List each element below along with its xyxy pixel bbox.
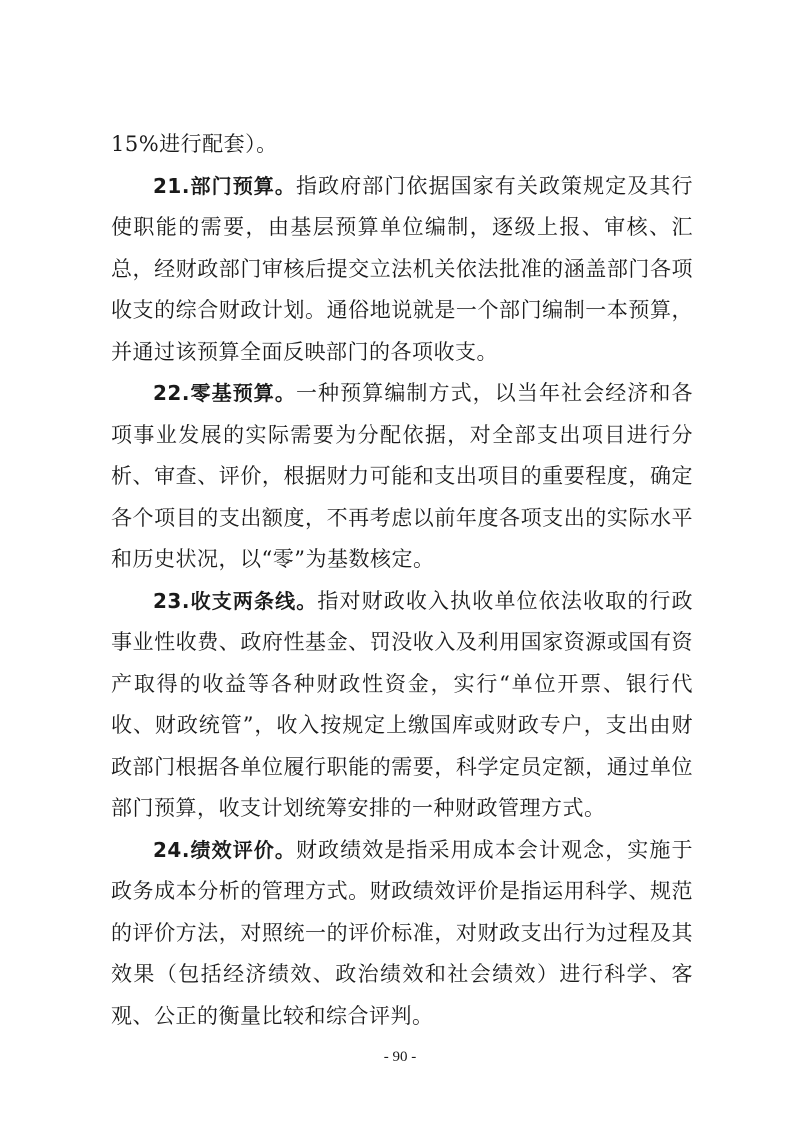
- page-number: - 90 -: [383, 1049, 417, 1065]
- glossary-entry-21: [111, 166, 693, 374]
- glossary-term: 22.零基预算。: [153, 381, 296, 405]
- glossary-term: 24.绩效评价。: [153, 837, 296, 862]
- glossary-term: 23.收支两条线。: [153, 588, 318, 613]
- glossary-entry-24: [111, 830, 693, 1038]
- glossary-definition: 指对财政收入执收单位依法收取的行政事业性收费、政府性基金、罚没收入及利用国家资源或国有资产取得的收益等各种财政性资金，实行“单位开票、银行代收、财政统管”，收入按规定上缴国库或财政专户，支出由财政部门根据各单位履行职能的需要，科学定员定额，通过单位部门预算，收支计划统筹安排的一种财政管理方式。: [111, 588, 694, 820]
- glossary-definition: 一种预算编制方式，以当年社会经济和各项事业发展的实际需要为分配依据，对全部支出项目进行分析、审查、评价，根据财力可能和支出项目的重要程度，确定各个项目的支出额度，不再考虑以前年度各项支出的实际水平和历史状况，以“零”为基数核定。: [111, 381, 693, 571]
- glossary-definition: 财政绩效是指采用成本会计观念，实施于政务成本分析的管理方式。财政绩效评价是指运用科学、规范的评价方法，对照统一的评价标准，对财政支出行为过程及其效果（包括经济绩效、政治绩效和社会绩效）进行科学、客观、公正的衡量比较和综合评判。: [111, 837, 693, 1028]
- continuation-paragraph: 15%进行配套）。: [111, 132, 278, 156]
- document-body: [111, 124, 693, 1037]
- glossary-entry-22: [111, 373, 693, 581]
- glossary-entry-23: [111, 581, 693, 830]
- glossary-definition: 指政府部门依据国家有关政策规定及其行使职能的需要，由基层预算单位编制，逐级上报、审核、汇总，经财政部门审核后提交立法机关依法批准的涵盖部门各项收支的综合财政计划。通俗地说就是一个部门编制一本预算，并通过该预算全面反映部门的各项收支。: [111, 173, 693, 364]
- glossary-term: 21.部门预算。: [153, 173, 296, 198]
